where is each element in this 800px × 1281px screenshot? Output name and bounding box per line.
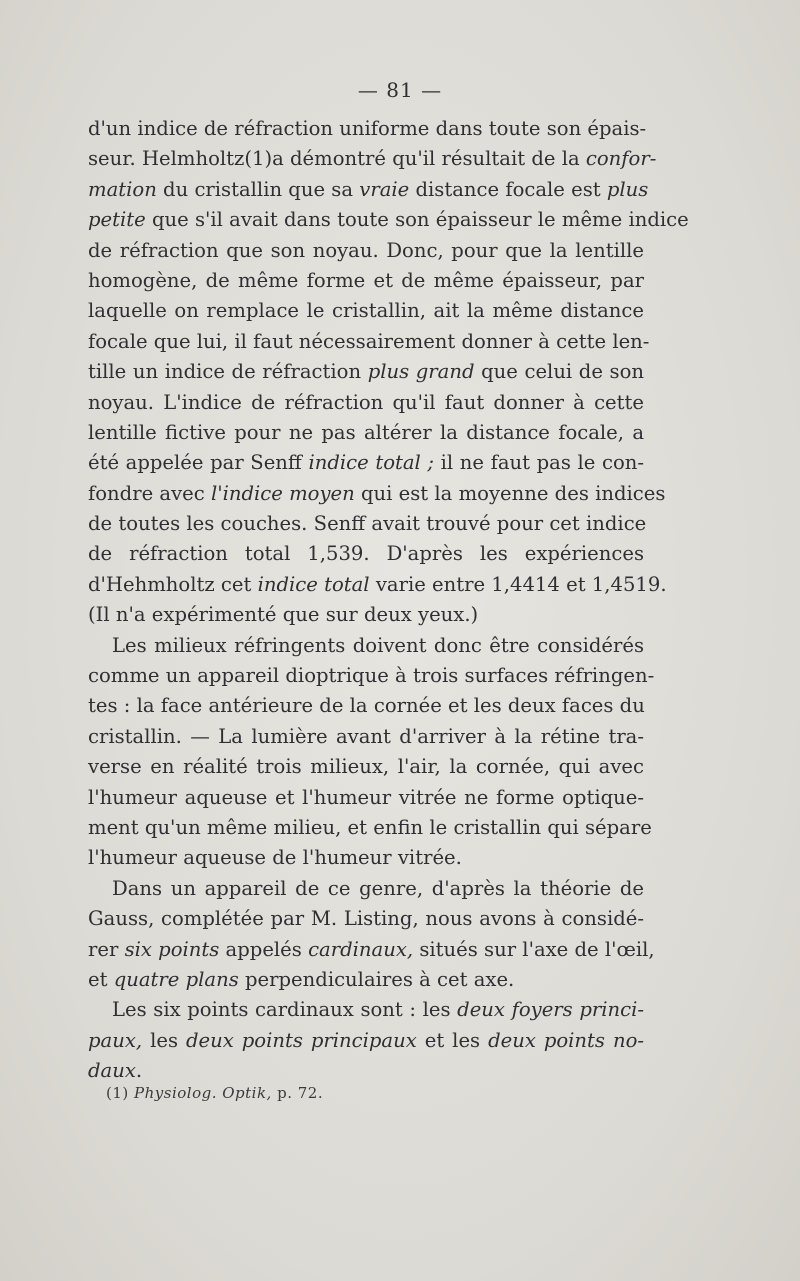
text-segment: Dans un appareil de ce genre, d'après la théorie de xyxy=(112,876,644,900)
text-segment: de réfraction que son noyau. Donc, pour que la lentille xyxy=(88,238,644,262)
text-line xyxy=(88,539,644,569)
italic-text: six points xyxy=(124,937,220,961)
text-line xyxy=(88,965,644,995)
text-segment: de réfraction total 1,539. D'après les expériences xyxy=(88,542,644,566)
text-line xyxy=(88,144,657,174)
text-segment: et les xyxy=(416,1028,489,1052)
italic-text: paux, xyxy=(88,1028,143,1052)
text-segment: été appelée par Senff xyxy=(88,451,309,475)
text-line xyxy=(88,843,644,873)
text-line xyxy=(88,722,644,752)
text-segment: seur. Helmholtz(1)a démontré qu'il résultait de la xyxy=(88,147,586,171)
text-line xyxy=(88,783,644,813)
text-segment: distance focale est xyxy=(409,177,607,201)
text-segment: d'Hehmholtz cet xyxy=(88,572,258,596)
footnote-marker: (1) xyxy=(106,1084,135,1102)
text-segment: et xyxy=(88,967,114,991)
text-segment: cristallin. — La lumière avant d'arriver à la rétine tra- xyxy=(88,724,644,748)
text-segment: les xyxy=(142,1028,186,1052)
text-line xyxy=(88,357,644,387)
text-line xyxy=(88,479,666,509)
italic-text: deux foyers princi- xyxy=(457,998,645,1022)
text-segment: Les milieux réfringents doivent donc être considérés xyxy=(112,633,644,657)
italic-text: cardinaux, xyxy=(308,937,414,961)
text-segment: d'un indice de réfraction uniforme dans toute son épais- xyxy=(88,117,647,140)
italic-text: confor- xyxy=(585,147,657,171)
text-segment: focale que lui, il faut nécessairement donner à cette len- xyxy=(88,329,650,353)
text-line xyxy=(88,570,667,600)
italic-text: deux points no- xyxy=(488,1028,644,1052)
text-segment: ment qu'un même milieu, et enfin le cristallin qui sépare xyxy=(88,815,652,839)
text-segment: verse en réalité trois milieux, l'air, la cornée, qui avec xyxy=(88,755,644,779)
italic-text: petite xyxy=(88,208,146,232)
page-number: — 81 — xyxy=(357,78,443,102)
text-segment: perpendiculaires à cet axe. xyxy=(238,967,515,991)
italic-text: indice total xyxy=(257,572,370,596)
text-segment: du cristallin que sa xyxy=(156,177,360,201)
text-line xyxy=(88,752,644,782)
text-segment: situés sur l'axe de l'œil, xyxy=(413,937,655,961)
text-line xyxy=(88,661,655,691)
text-segment: que s'il avait dans toute son épaisseur le même indice xyxy=(145,208,689,232)
italic-text: deux points principaux xyxy=(185,1028,417,1052)
text-line xyxy=(88,175,649,205)
text-segment: l'humeur aqueuse de l'humeur vitrée. xyxy=(88,846,462,870)
text-line xyxy=(88,904,644,934)
text-segment: varie entre 1,4414 et 1,4519. xyxy=(369,572,667,596)
italic-text: indice total ; xyxy=(308,451,435,475)
text-line xyxy=(88,205,689,235)
text-line xyxy=(88,266,644,296)
text-segment: rer xyxy=(88,937,125,961)
text-line xyxy=(88,418,644,448)
text-segment: fondre avec xyxy=(88,481,211,505)
text-segment: appelés xyxy=(219,937,309,961)
text-segment: de toutes les couches. Senff avait trouvé pour cet indice xyxy=(88,512,647,536)
italic-text: plus xyxy=(606,177,649,201)
text-segment: l'humeur aqueuse et l'humeur vitrée ne forme optique- xyxy=(88,785,644,809)
text-segment: laquelle on remplace le cristallin, ait la même distance xyxy=(88,299,644,323)
text-line xyxy=(88,691,644,721)
text-line xyxy=(88,448,644,478)
italic-text: vraie xyxy=(359,177,410,201)
text-segment: homogène, de même forme et de même épaisseur, par xyxy=(88,268,644,292)
text-segment: tille un indice de réfraction xyxy=(88,360,368,384)
text-line xyxy=(88,327,650,357)
text-line xyxy=(88,388,644,418)
footnote-title: Physiolog. Optik, xyxy=(134,1084,272,1102)
body-text xyxy=(88,114,689,1087)
text-line xyxy=(88,935,655,965)
italic-text: mation xyxy=(88,177,157,201)
italic-text: daux xyxy=(88,1059,136,1083)
text-segment: comme un appareil dioptrique à trois surfaces réfringen- xyxy=(88,664,655,688)
text-segment: . xyxy=(135,1059,143,1083)
footnote-reference: p. 72. xyxy=(271,1084,324,1102)
italic-text: quatre plans xyxy=(113,967,239,991)
text-line xyxy=(88,813,652,843)
text-line xyxy=(88,631,644,661)
text-segment: lentille fictive pour ne pas altérer la distance focale, a xyxy=(88,420,644,444)
italic-text: plus grand xyxy=(367,360,475,384)
text-line xyxy=(88,509,647,539)
text-segment: qui est la moyenne des indices xyxy=(354,481,666,505)
text-segment: Gauss, complétée par M. Listing, nous avons à considé- xyxy=(88,907,644,931)
text-segment: noyau. L'indice de réfraction qu'il faut donner à cette xyxy=(88,390,644,414)
text-line xyxy=(88,296,644,326)
text-line xyxy=(88,1026,644,1056)
text-line xyxy=(88,236,644,266)
text-segment: que celui de son xyxy=(474,360,645,384)
text-line xyxy=(88,874,644,904)
text-line xyxy=(88,995,644,1025)
text-segment: il ne faut pas le con- xyxy=(434,451,644,475)
text-line xyxy=(88,114,647,144)
italic-text: l'indice moyen xyxy=(210,481,355,505)
text-line xyxy=(88,600,644,630)
footnote xyxy=(106,1084,323,1102)
text-segment: (Il n'a expérimenté que sur deux yeux.) xyxy=(88,603,479,627)
text-line xyxy=(88,1056,644,1086)
text-segment: tes : la face antérieure de la cornée et les deux faces du xyxy=(88,694,645,718)
text-segment: Les six points cardinaux sont : les xyxy=(112,998,458,1022)
